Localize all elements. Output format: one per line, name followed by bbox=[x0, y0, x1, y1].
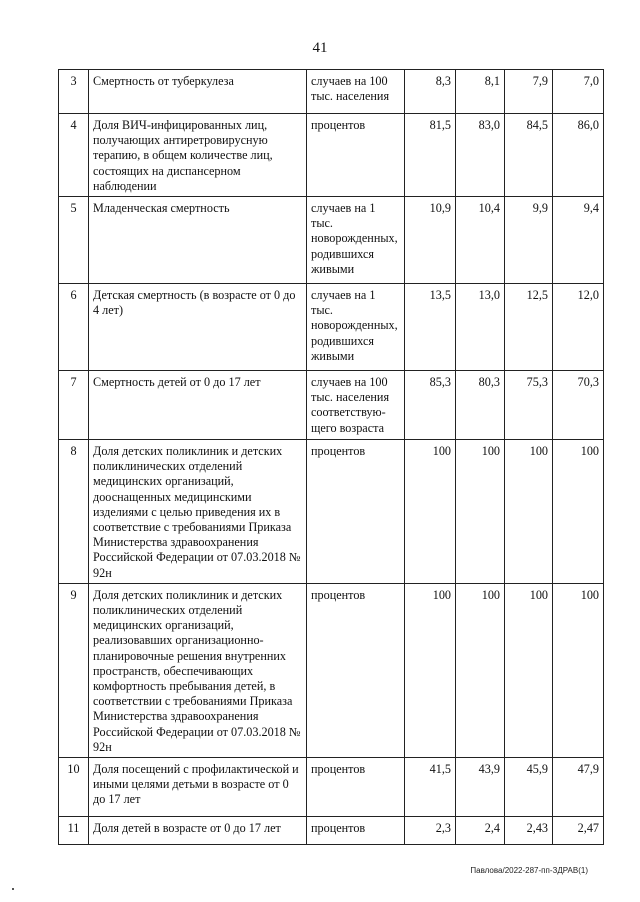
row-number: 8 bbox=[59, 440, 89, 584]
table-row bbox=[59, 197, 604, 284]
row-number: 9 bbox=[59, 583, 89, 757]
value-year-3: 100 bbox=[505, 583, 553, 757]
value-year-2: 2,4 bbox=[456, 817, 505, 845]
value-year-1: 41,5 bbox=[405, 758, 456, 817]
value-year-1: 10,9 bbox=[405, 197, 456, 284]
value-year-3: 100 bbox=[505, 440, 553, 584]
value-year-3: 2,43 bbox=[505, 817, 553, 845]
unit-of-measure: процентов bbox=[307, 817, 405, 845]
value-year-1: 13,5 bbox=[405, 284, 456, 371]
table-row bbox=[59, 758, 604, 817]
indicators-table bbox=[58, 69, 604, 845]
unit-of-measure: процентов bbox=[307, 758, 405, 817]
value-year-2: 100 bbox=[456, 440, 505, 584]
indicator-name: Доля посещений с профилактической и иными целями детьми в возрасте от 0 до 17 лет bbox=[89, 758, 307, 817]
table-row bbox=[59, 440, 604, 584]
row-number: 4 bbox=[59, 114, 89, 197]
table-row bbox=[59, 583, 604, 757]
value-year-3: 7,9 bbox=[505, 70, 553, 114]
value-year-1: 100 bbox=[405, 440, 456, 584]
table-row bbox=[59, 284, 604, 371]
table-row bbox=[59, 114, 604, 197]
document-footer: Павлова/2022-287-пп-ЗДРАВ(1) bbox=[470, 866, 588, 875]
value-year-4: 100 bbox=[553, 583, 604, 757]
table-row bbox=[59, 817, 604, 845]
unit-of-measure: процентов bbox=[307, 583, 405, 757]
value-year-2: 43,9 bbox=[456, 758, 505, 817]
row-number: 3 bbox=[59, 70, 89, 114]
value-year-1: 85,3 bbox=[405, 371, 456, 440]
value-year-1: 2,3 bbox=[405, 817, 456, 845]
value-year-4: 47,9 bbox=[553, 758, 604, 817]
row-number: 7 bbox=[59, 371, 89, 440]
value-year-3: 12,5 bbox=[505, 284, 553, 371]
table-row bbox=[59, 70, 604, 114]
value-year-4: 86,0 bbox=[553, 114, 604, 197]
value-year-3: 45,9 bbox=[505, 758, 553, 817]
value-year-2: 80,3 bbox=[456, 371, 505, 440]
unit-of-measure: случаев на 100 тыс. населения соответствую-щего возраста bbox=[307, 371, 405, 440]
indicator-name: Смертность детей от 0 до 17 лет bbox=[89, 371, 307, 440]
row-number: 6 bbox=[59, 284, 89, 371]
table-row bbox=[59, 371, 604, 440]
indicator-name: Смертность от туберкулеза bbox=[89, 70, 307, 114]
indicator-name: Доля детей в возрасте от 0 до 17 лет bbox=[89, 817, 307, 845]
value-year-4: 9,4 bbox=[553, 197, 604, 284]
value-year-4: 100 bbox=[553, 440, 604, 584]
value-year-1: 81,5 bbox=[405, 114, 456, 197]
row-number: 11 bbox=[59, 817, 89, 845]
value-year-3: 9,9 bbox=[505, 197, 553, 284]
value-year-4: 7,0 bbox=[553, 70, 604, 114]
indicator-name: Доля детских поликлиник и детских поликлинических отделений медицинских организаций, реализовавших организационно-планировочные решения внутренних пространств, обеспечивающих комфортность пребывания детей, в соответствии с требованиями Приказа Министерства здравоохранения Российской Федерации от 07.03.2018 № 92н bbox=[89, 583, 307, 757]
value-year-1: 8,3 bbox=[405, 70, 456, 114]
indicator-name: Младенческая смертность bbox=[89, 197, 307, 284]
value-year-2: 8,1 bbox=[456, 70, 505, 114]
value-year-3: 84,5 bbox=[505, 114, 553, 197]
indicator-name: Доля ВИЧ-инфицированных лиц, получающих антиретровирусную терапию, в общем количестве лиц, состоящих на диспансерном наблюдении bbox=[89, 114, 307, 197]
value-year-1: 100 bbox=[405, 583, 456, 757]
unit-of-measure: процентов bbox=[307, 440, 405, 584]
value-year-4: 12,0 bbox=[553, 284, 604, 371]
unit-of-measure: случаев на 100 тыс. населения bbox=[307, 70, 405, 114]
row-number: 5 bbox=[59, 197, 89, 284]
page-number: 41 bbox=[312, 40, 328, 56]
value-year-2: 10,4 bbox=[456, 197, 505, 284]
unit-of-measure: случаев на 1 тыс. новорожденных, родившихся живыми bbox=[307, 284, 405, 371]
unit-of-measure: процентов bbox=[307, 114, 405, 197]
value-year-3: 75,3 bbox=[505, 371, 553, 440]
value-year-2: 100 bbox=[456, 583, 505, 757]
scan-dot bbox=[12, 888, 14, 890]
value-year-2: 83,0 bbox=[456, 114, 505, 197]
value-year-4: 70,3 bbox=[553, 371, 604, 440]
unit-of-measure: случаев на 1 тыс. новорожденных, родившихся живыми bbox=[307, 197, 405, 284]
value-year-2: 13,0 bbox=[456, 284, 505, 371]
row-number: 10 bbox=[59, 758, 89, 817]
value-year-4: 2,47 bbox=[553, 817, 604, 845]
indicator-name: Доля детских поликлиник и детских поликлинических отделений медицинских организаций, дооснащенных медицинскими изделиями с целью приведения их в соответствие с требованиями Приказа Министерства здравоохранения Российской Федерации от 07.03.2018 № 92н bbox=[89, 440, 307, 584]
indicator-name: Детская смертность (в возрасте от 0 до 4 лет) bbox=[89, 284, 307, 371]
